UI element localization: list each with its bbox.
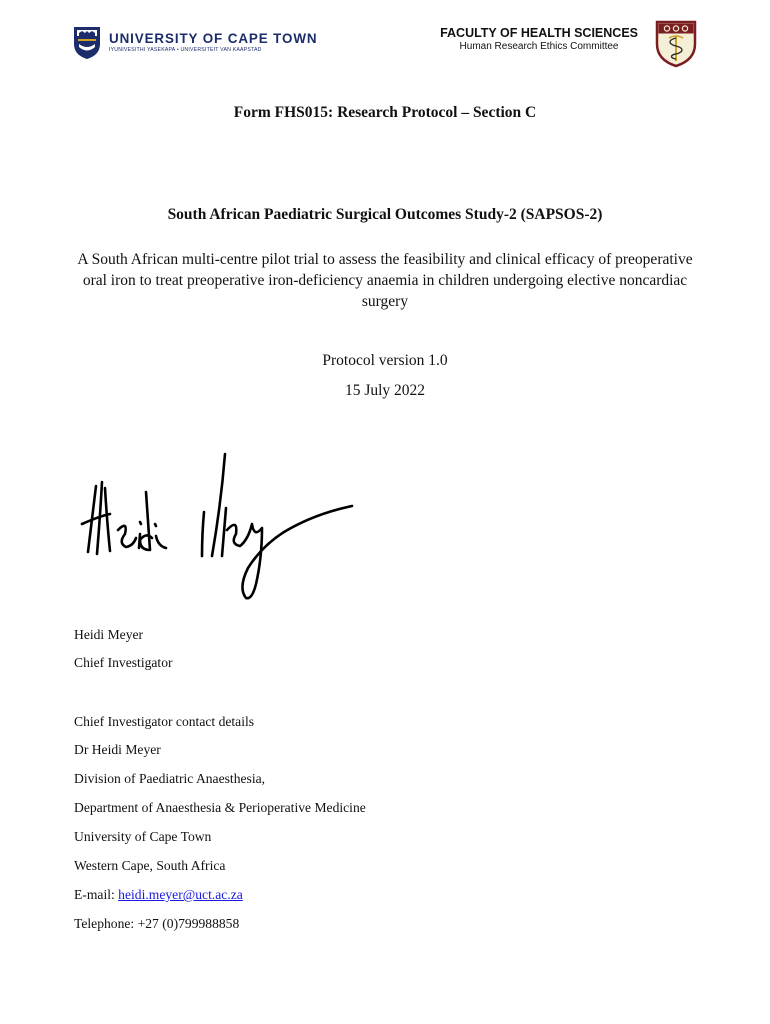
signatory-role: Chief Investigator bbox=[74, 655, 173, 670]
faculty-block bbox=[440, 26, 638, 53]
contact-telephone: Telephone: +27 (0)799988858 bbox=[74, 916, 240, 931]
contact-university: University of Cape Town bbox=[74, 829, 212, 844]
trial-description: A South African multi-centre pilot trial to assess the feasibility and clinical efficacy of preoperative oral iron to treat preoperative iron-deficiency anaemia in children undergoing elective noncardiac surgery bbox=[77, 251, 693, 310]
signatory-name: Heidi Meyer bbox=[74, 627, 144, 642]
protocol-version: Protocol version 1.0 bbox=[322, 352, 448, 369]
faculty-crest-icon bbox=[655, 20, 697, 68]
uct-logo bbox=[73, 26, 317, 60]
contact-email-line bbox=[74, 887, 243, 903]
contact-heading: Chief Investigator contact details bbox=[74, 714, 255, 729]
page-header bbox=[0, 0, 770, 80]
contact-name: Dr Heidi Meyer bbox=[74, 742, 161, 757]
contact-division: Division of Paediatric Anaesthesia, bbox=[74, 771, 266, 786]
contact-department: Department of Anaesthesia & Perioperative Medicine bbox=[74, 800, 366, 815]
uct-crest-icon bbox=[73, 26, 101, 60]
email-label: E-mail: bbox=[74, 887, 119, 902]
contact-location: Western Cape, South Africa bbox=[74, 858, 226, 873]
form-title: Form FHS015: Research Protocol – Section C bbox=[233, 104, 537, 121]
university-name: UNIVERSITY OF CAPE TOWN bbox=[109, 31, 318, 46]
faculty-name: FACULTY OF HEALTH SCIENCES bbox=[440, 26, 638, 40]
university-subtitle: IYUNIVESITHI YASEKAPA • UNIVERSITEIT VAN KAAPSTAD bbox=[109, 47, 262, 53]
email-link[interactable]: heidi.meyer@uct.ac.za bbox=[118, 887, 243, 902]
committee-name: Human Research Ethics Committee bbox=[459, 41, 619, 52]
handwritten-signature bbox=[76, 448, 358, 608]
study-title: South African Paediatric Surgical Outcomes Study-2 (SAPSOS-2) bbox=[167, 206, 603, 223]
protocol-date: 15 July 2022 bbox=[344, 382, 426, 399]
